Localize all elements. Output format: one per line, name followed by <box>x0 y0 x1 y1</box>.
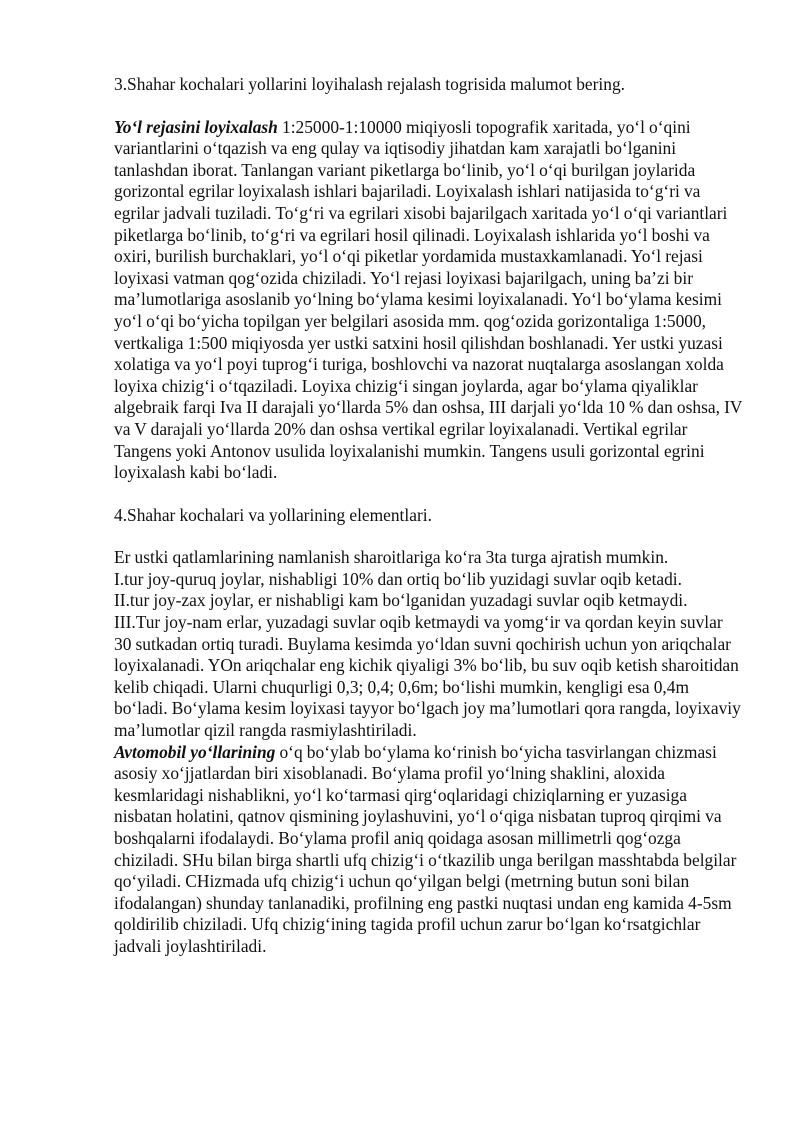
road-plan-paragraph <box>114 117 744 484</box>
road-plan-term: Yo‘l rejasini loyixalash <box>114 116 278 137</box>
soil-type-1: I.tur joy-quruq joylar, nishabligi 10% dan ortiq bo‘lib yuzidagi suvlar oqib ketadi. <box>114 568 682 589</box>
road-plan-text: 1:25000-1:10000 miqiyosli topografik xaritada, yo‘l o‘qini variantlarini o‘tqazish va eng qulay va iqtisodiy jihatdan kam xarajatli bo‘lganini tanlashdan iborat. Tanlangan variant piketlarga bo‘linib, yo‘l o‘qi burilgan joylarida gorizontal egrilar loyixalash ishlari bajariladi. Loyixalash ishlari natijasida to‘g‘ri va egrilar jadvali tuziladi. To‘g‘ri va egrilari xisobi bajarilgach xaritada yo‘l o‘qi variantlari piketlarga bo‘linib, to‘g‘ri va egrilari hosil qilinadi. Loyixalash ishlarida yo‘l boshi va oxiri, burilish burchaklari, yo‘l o‘qi piketlar yordamida mustaxkamlanadi. Yo‘l rejasi loyixasi vatman qog‘ozida chiziladi. Yo‘l rejasi loyixasi bajarilgach, uning ba’zi bir ma’lumotlariga asoslanib yo‘lning bo‘ylama kesimi loyixalanadi. Yo‘l bo‘ylama kesimi yo‘l o‘qi bo‘yicha topilgan yer belgilari asosida mm. qog‘ozida gorizontaliga 1:5000, vertkaliga 1:500 miqiyosda yer ustki satxini hosil qilishdan boshlanadi. Yer ustki yuzasi xolatiga va yo‘l poyi tuprog‘i turiga, boshlovchi va nazorat nuqtalarga asoslangan xolda loyixa chizig‘i o‘tqaziladi. Loyixa chizig‘i singan joylarda, agar bo‘ylama qiyaliklar algebraik farqi Iva II darajali yo‘llarda 5% dan oshsa, III darjali yo‘lda 10 % dan oshsa, IV va V darajali yo‘llarda 20% dan oshsa vertikal egrilar loyixalanadi. Vertikal egrilar Tangens yoki Antonov usulida loyixalanishi mumkin. Tangens usuli gorizontal egrini loyixalash kabi bo‘ladi. <box>114 116 743 483</box>
soil-type-3-paragraph: III.Tur joy-nam erlar, yuzadagi suvlar oqib ketmaydi va yomg‘ir va qordan keyin suvlar 30 sutkadan ortiq turadi. Buylama kesimda yo‘ldan suvni qochirish uchun yon ariqchalar loyixalanadi. YOn ariqchalar eng kichik qiyaligi 3% bo‘lib, bu suv oqib ketish sharoitidan kelib chiqadi. Ularni chuqurligi 0,3; 0,4; 0,6m; bo‘lishi mumkin, kengligi esa 0,4m bo‘ladi. Bo‘ylama kesim loyixasi tayyor bo‘lgach joy ma’lumotlari qora rangda, loyixaviy ma’lumotlar qizil rangda rasmiylashtiriladi. <box>114 612 741 741</box>
soil-type-2: II.tur joy-zax joylar, er nishabligi kam bo‘lganidan yuzadagi suvlar oqib ketmaydi. <box>114 590 688 611</box>
question-3-heading: 3.Shahar kochalari yollarini loyihalash rejalash togrisida malumot bering. <box>114 74 626 94</box>
road-profile-term: Avtomobil yo‘llarining <box>114 741 276 762</box>
document-page <box>114 74 744 958</box>
question-4-heading: 4.Shahar kochalari va yollarining elementlari. <box>114 504 432 525</box>
road-profile-paragraph <box>114 742 744 958</box>
soil-types-intro: Er ustki qatlamlarining namlanish sharoitlariga ko‘ra 3ta turga ajratish mumkin. <box>114 547 669 568</box>
road-profile-text: o‘q bo‘ylab bo‘ylama ko‘rinish bo‘yicha tasvirlangan chizmasi asosiy xo‘jjatlardan biri xisoblanadi. Bo‘ylama profil yo‘lning shaklini, aloxida kesmlaridagi nishablikni, yo‘l ko‘tarmasi qirg‘oqlaridagi chiziqlarning er yuzasiga nisbatan holatini, qatnov qismining joylashuvini, yo‘l o‘qiga nisbatan tuproq qirqimi va boshqalarni ifodalaydi. Bo‘ylama profil aniq qoidaga asosan millimetrli qog‘ozga chiziladi. SHu bilan birga shartli ufq chizig‘i o‘tkazilib unga berilgan masshtabda belgilar qo‘yiladi. CHizmada ufq chizig‘i uchun qo‘yilgan belgi (metrning butun soni bilan ifodalangan) shunday tanlanadiki, profilning eng pastki nuqtasi undan eng kamida 4-5sm qoldirilib chiziladi. Ufq chizig‘ining tagida profil uchun zarur bo‘lgan ko‘rsatgichlar jadvali joylashtiriladi. <box>114 741 737 956</box>
